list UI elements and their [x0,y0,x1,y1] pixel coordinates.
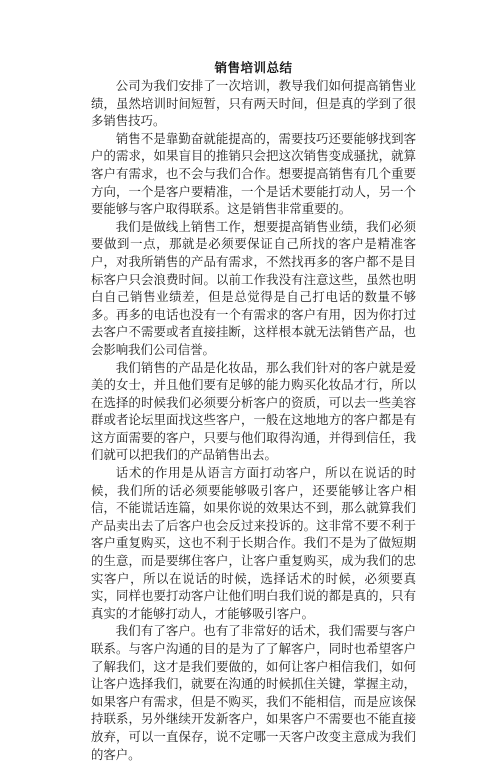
paragraph-4: 我们销售的产品是化妆品，那么我们针对的客户就是爱美的女士，并且他们要有足够的能力购买化妆品才行，所以在选择的时候我们必须要分析客户的资质，可以去一些美容群或者论坛里面找这些客户，一般在这地地方的客户都是有这方面需要的客户，只要与他们取得沟通，并得到信任，我们就可以把我们的产品销售出去。 [91,359,416,463]
paragraph-1: 公司为我们安排了一次培训，教导我们如何提高销售业绩，虽然培训时间短暂，只有两天时间，但是真的学到了很多销售技巧。 [91,78,416,129]
document-title: 销售培训总结 [214,60,293,75]
paragraph-3: 我们是做线上销售工作，想要提高销售业绩，我们必须要做到一点，那就是必须要保证自己所找的客户是精准客户，对我所销售的产品有需求，不然找再多的客户都不是目标客户只会浪费时间。以前工作我没有注意这些，虽然也明白自己销售业绩差，但是总觉得是自己打电话的数量不够多。再多的电话也没有一个有需求的客户有用，因为你打过去客户不需要或者直接挂断，这样根本就无法销售产品，也会影响我们公司信誉。 [91,218,416,357]
paragraph-6: 我们有了客户。也有了非常好的话术，我们需要与客户联系。与客户沟通的目的是为了了解客户，同时也希望客户了解我们，这才是我们要做的，如何让客户相信我们，如何让客户选择我们，就要在沟通的时候抓住关键，掌握主动，如果客户有需求，但是不购买，我们不能相信，而是应该保持联系，另外继续开发新客户，如果客户不需要也不能直接放弃，可以一直保存，说不定哪一天客户改变主意成为我们的客户。 [91,623,416,762]
paragraph-2: 销售不是靠勤奋就能提高的，需要技巧还要能够找到客户的需求，如果盲目的推销只会把这次销售变成骚扰，就算客户有需求，也不会与我们合作。想要提高销售有几个重要方向，一个是客户要精准，一个是话术要能打动人，另一个要能够与客户取得联系。这是销售非常重要的。 [91,130,416,217]
document-page [91,60,416,763]
paragraph-5: 话术的作用是从语言方面打动客户，所以在说话的时候，我们所的话必须要能够吸引客户，还要能够让客户相信，不能谎话连篇，如果你说的效果达不到，那么就算我们产品卖出去了后客户也会反过来投诉的。这非常不要不利于客户重复购买，这也不利于长期合作。我们不是为了做短期的生意，而是要绑住客户，让客户重复购买，成为我们的忠实客户，所以在说话的时候，选择话术的时候，必须要真实，同样也要打动客户让他们明白我们说的都是真的，只有真实的才能够打动人，才能够吸引客户。 [91,465,416,621]
